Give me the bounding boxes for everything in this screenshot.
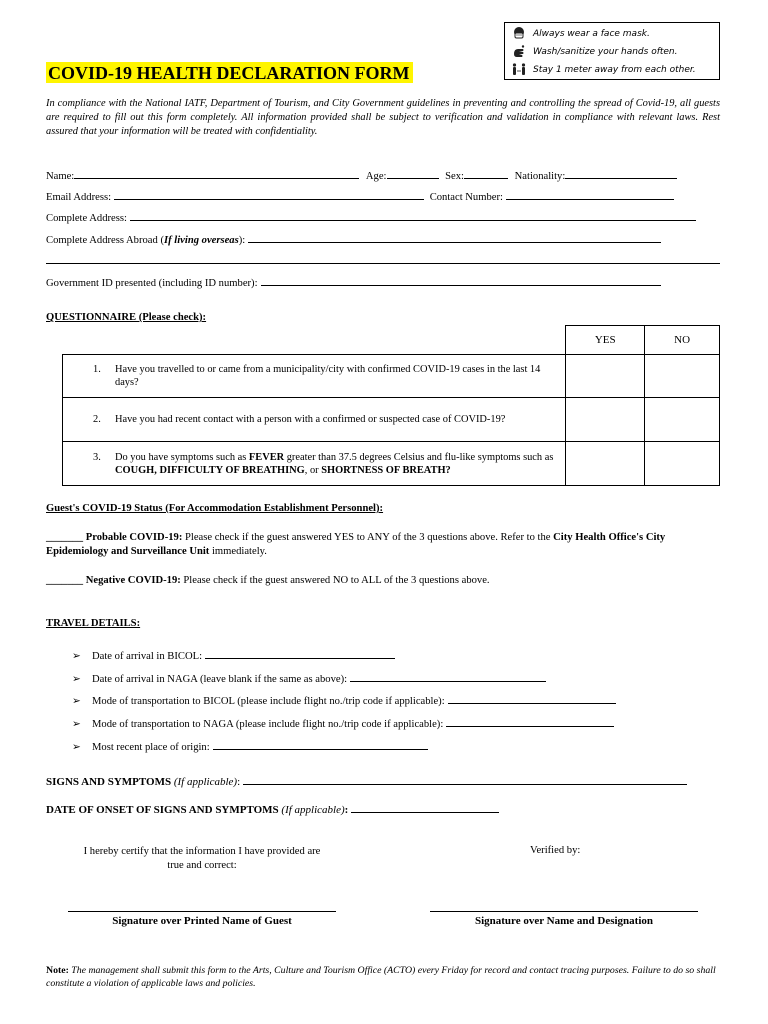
address-abroad-note: If living overseas xyxy=(163,235,239,246)
guest-signature-line[interactable] xyxy=(68,911,336,912)
question-cell xyxy=(63,355,566,398)
yes-checkbox[interactable] xyxy=(566,355,645,398)
question-text-bold: COUGH, DIFFICULTY OF BREATHING xyxy=(115,464,305,476)
questionnaire-table xyxy=(62,325,720,486)
reminder-text: Always wear a face mask. xyxy=(533,29,650,39)
question-number: 3. xyxy=(93,451,101,463)
signs-note: (If applicable) xyxy=(173,776,238,788)
gov-id-label: Government ID presented (including ID number): xyxy=(46,278,258,289)
question-text-bold: SHORTNESS OF BREATH? xyxy=(321,464,451,476)
arrow-bullet-icon: ➢ xyxy=(72,651,81,662)
email-row xyxy=(46,189,674,205)
negative-status-row xyxy=(46,574,726,588)
onset-field[interactable] xyxy=(351,802,499,813)
social-distance-icon xyxy=(511,62,527,78)
address-abroad-extra-line[interactable] xyxy=(46,263,720,264)
no-checkbox[interactable] xyxy=(645,355,720,398)
arrow-bullet-icon: ➢ xyxy=(72,719,81,730)
hand-wash-icon xyxy=(511,44,527,60)
verifier-signature-label: Signature over Name and Designation xyxy=(474,915,654,927)
verifier-signature-line[interactable] xyxy=(430,911,698,912)
travel-item-label: Most recent place of origin: xyxy=(92,742,210,753)
probable-checkbox-blank[interactable]: _______ xyxy=(46,532,84,543)
list-item xyxy=(72,671,546,687)
signs-row xyxy=(46,774,687,789)
yes-checkbox[interactable] xyxy=(566,442,645,486)
gov-id-field[interactable] xyxy=(261,275,661,286)
col-no-header: NO xyxy=(645,326,720,355)
arrow-bullet-icon: ➢ xyxy=(72,696,81,707)
note-text: The management shall submit this form to the Arts, Culture and Tourism Office (ACTO) every Friday for record and contact tracing purposes. Failure to do so shall constitute a violation of applicable laws and policies. xyxy=(46,965,716,989)
table-row xyxy=(63,355,720,398)
reminder-row xyxy=(511,26,650,42)
place-of-origin-field[interactable] xyxy=(213,739,428,750)
list-item xyxy=(72,648,395,664)
travel-item-label: Date of arrival in BICOL: xyxy=(92,651,203,662)
footer-note xyxy=(46,964,722,990)
col-yes-header: YES xyxy=(566,326,645,355)
questionnaire-heading: QUESTIONNAIRE (Please check): xyxy=(46,312,207,323)
question-cell xyxy=(63,442,566,486)
nationality-field[interactable] xyxy=(565,168,677,179)
signs-field[interactable] xyxy=(243,774,687,785)
signs-label: SIGNS AND SYMPTOMS xyxy=(46,776,172,788)
sex-label: Sex: xyxy=(445,171,464,182)
onset-note: (If applicable) xyxy=(281,804,345,816)
travel-item-label: Mode of transportation to NAGA (please include flight no./trip code if applicable): xyxy=(92,719,444,730)
face-mask-icon xyxy=(511,26,527,42)
gov-id-row xyxy=(46,275,661,291)
certify-text xyxy=(46,845,358,873)
negative-text: Please check if the guest answered NO to ALL of the 3 questions above. xyxy=(180,575,490,586)
contact-field[interactable] xyxy=(506,189,674,200)
address-label: Complete Address: xyxy=(46,213,127,224)
name-label: Name: xyxy=(46,171,75,182)
question-text: , or xyxy=(304,464,322,476)
arrow-bullet-icon: ➢ xyxy=(72,674,81,685)
no-checkbox[interactable] xyxy=(645,442,720,486)
question-text: greater than 37.5 degrees Celsius and flu-like symptoms such as xyxy=(284,451,554,463)
email-field[interactable] xyxy=(114,189,424,200)
reminder-text: Stay 1 meter away from each other. xyxy=(533,65,696,75)
age-label: Age: xyxy=(365,171,387,182)
travel-heading: TRAVEL DETAILS: xyxy=(46,618,141,629)
certify-line: I hereby certify that the information I have provided are xyxy=(83,846,321,857)
reminder-row xyxy=(511,62,696,78)
transport-naga-field[interactable] xyxy=(446,716,614,727)
address-abroad-field[interactable] xyxy=(248,232,661,243)
signs-colon: : xyxy=(237,776,241,788)
arrival-bicol-field[interactable] xyxy=(205,648,395,659)
email-label: Email Address: xyxy=(46,192,112,203)
header-spacer xyxy=(63,326,566,355)
address-row xyxy=(46,210,696,226)
yes-checkbox[interactable] xyxy=(566,398,645,442)
verified-by-label: Verified by: xyxy=(530,845,581,856)
travel-item-label: Date of arrival in NAGA (leave blank if the same as above): xyxy=(92,674,348,685)
travel-item-label: Mode of transportation to BICOL (please include flight no./trip code if applicable): xyxy=(92,696,445,707)
list-item xyxy=(72,716,614,732)
question-number: 2. xyxy=(93,414,101,425)
sex-field[interactable] xyxy=(464,168,508,179)
name-field[interactable] xyxy=(74,168,359,179)
question-text: Have you travelled to or came from a municipality/city with confirmed COVID-19 cases in the last 14 days? xyxy=(115,364,541,388)
arrow-bullet-icon: ➢ xyxy=(72,742,81,753)
question-text: Have you had recent contact with a person with a confirmed or suspected case of COVID-19? xyxy=(115,414,506,425)
list-item xyxy=(72,739,428,755)
page-title: COVID-19 HEALTH DECLARATION FORM xyxy=(46,62,413,83)
arrival-naga-field[interactable] xyxy=(350,671,546,682)
onset-label: DATE OF ONSET OF SIGNS AND SYMPTOMS xyxy=(46,804,279,816)
probable-label: Probable COVID-19: xyxy=(85,532,183,543)
nationality-label: Nationality: xyxy=(514,171,566,182)
address-abroad-label-end: ): xyxy=(238,235,246,246)
table-row xyxy=(63,442,720,486)
intro-paragraph: In compliance with the National IATF, Department of Tourism, and City Government guidelines in preventing and controlling the spread of Covid-19, all guests are required to fill out this form completely. All information provided shall be subject to verification and validation in compliance with relevant laws. Rest assured that your information will be treated with confidentiality. xyxy=(46,98,720,137)
question-text-bold: FEVER xyxy=(248,451,285,463)
address-field[interactable] xyxy=(130,210,696,221)
note-label: Note: xyxy=(46,965,69,976)
contact-label: Contact Number: xyxy=(429,192,503,203)
question-text: Do you have symptoms such as xyxy=(115,451,249,463)
table-row xyxy=(63,398,720,442)
reminder-row xyxy=(511,44,678,60)
status-heading: Guest's COVID-19 Status (For Accommodation Establishment Personnel): xyxy=(46,503,384,514)
question-cell xyxy=(63,398,566,442)
certify-line: true and correct: xyxy=(167,860,237,871)
no-checkbox[interactable] xyxy=(645,398,720,442)
negative-label: Negative COVID-19: xyxy=(85,575,181,586)
list-item xyxy=(72,693,616,709)
transport-bicol-field[interactable] xyxy=(448,693,616,704)
onset-colon: : xyxy=(344,804,349,816)
probable-status-row xyxy=(46,531,726,559)
age-field[interactable] xyxy=(387,168,439,179)
safety-reminders-box xyxy=(504,22,720,80)
reminder-text: Wash/sanitize your hands often. xyxy=(533,47,678,57)
address-abroad-row xyxy=(46,232,661,248)
negative-checkbox-blank[interactable]: _______ xyxy=(46,575,84,586)
question-number: 1. xyxy=(93,364,101,375)
probable-text: Please check if the guest answered YES to ANY of the 3 questions above. Refer to the xyxy=(182,532,554,543)
address-abroad-label: Complete Address Abroad ( xyxy=(46,235,164,246)
probable-text-bold: City Health Office's City Epidemiology and Surveillance Unit xyxy=(46,532,666,557)
table-header-row xyxy=(63,326,720,355)
onset-row xyxy=(46,802,499,817)
name-row xyxy=(46,168,677,184)
guest-signature-label: Signature over Printed Name of Guest xyxy=(112,915,292,927)
probable-text-end: immediately. xyxy=(209,546,267,557)
